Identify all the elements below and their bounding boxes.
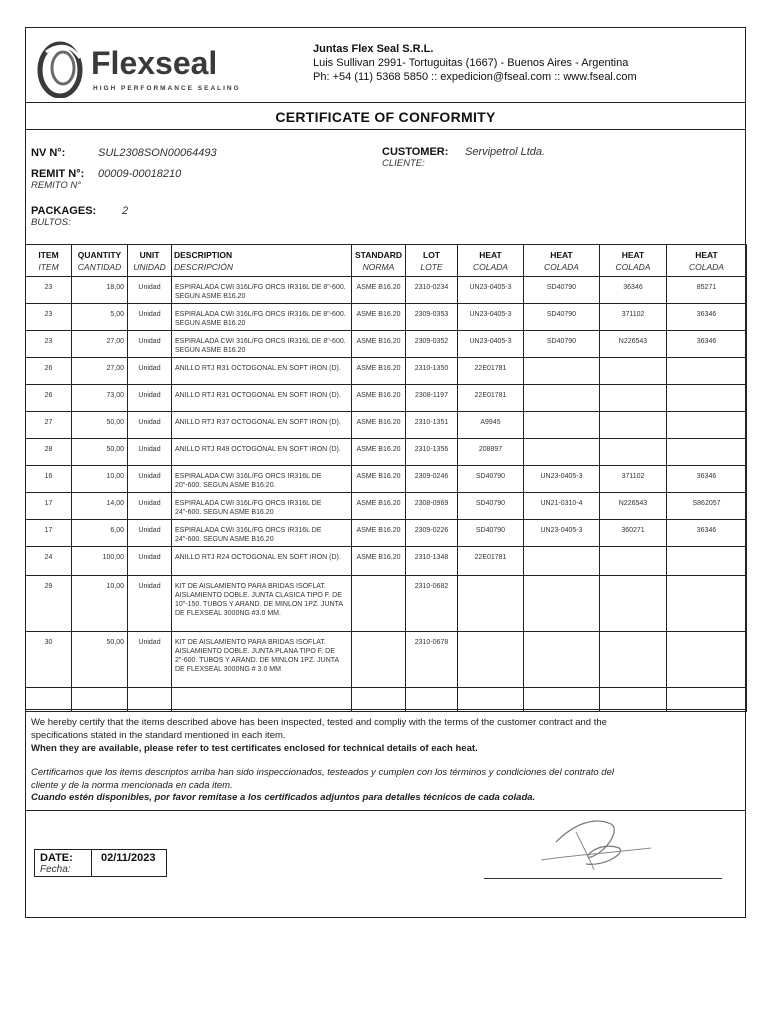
col-header-sublabel: DESCRIPCIÓN <box>174 261 234 272</box>
col-header-sublabel: COLADA <box>689 261 724 272</box>
cell-item: 16 <box>26 466 72 493</box>
col-header-sublabel: COLADA <box>473 261 508 272</box>
cell-unit: Unidad <box>128 466 172 493</box>
cell-quantity: 50,00 <box>72 412 128 439</box>
cell-heat-1 <box>458 576 524 632</box>
cell-description: KIT DE AISLAMIENTO PARA BRIDAS ISOFLAT. AISLAMIENTO DOBLE. JUNTA CLASICA TIPO F. DE 10"-150. TUBOS Y ARAND. DE MINLON 1PZ. JUNTA DE FLEXSEAL 3000NG #3.0 MM. <box>172 576 352 632</box>
cell-empty <box>26 688 72 712</box>
cell-heat-1: 22E01781 <box>458 385 524 412</box>
cell-empty <box>667 688 747 712</box>
remit-field <box>31 168 84 191</box>
remit-value-wrap <box>98 168 181 180</box>
table-bottom-rule <box>25 709 746 710</box>
table-row <box>26 493 747 520</box>
col-header-description <box>172 245 352 277</box>
signature <box>536 812 656 874</box>
cell-standard: ASME B16.20 <box>352 520 406 547</box>
cell-standard: ASME B16.20 <box>352 277 406 304</box>
table-row <box>26 632 747 688</box>
cell-heat-1: A9945 <box>458 412 524 439</box>
cell-quantity: 5,00 <box>72 304 128 331</box>
cell-standard: ASME B16.20 <box>352 304 406 331</box>
col-header-label: LOT <box>423 249 440 260</box>
cell-quantity: 50,00 <box>72 439 128 466</box>
cell-lot: 2309-0352 <box>406 331 458 358</box>
cell-item: 28 <box>26 439 72 466</box>
cell-item: 27 <box>26 412 72 439</box>
cell-description: ESPIRALADA CWI 316L/FG ORCS IR316L DE 20"-600. SEGUN ASME B16.20. <box>172 466 352 493</box>
title-divider <box>25 129 746 130</box>
cell-quantity: 50,00 <box>72 632 128 688</box>
cell-description: ESPIRALADA CWI 316L/FG ORCS IR316L DE 24"-600. SEGUN ASME B16.20 <box>172 520 352 547</box>
cell-heat-1: UN23-0405-3 <box>458 331 524 358</box>
cell-heat-3 <box>600 385 667 412</box>
logo-brand: Flexseal <box>91 45 218 81</box>
cell-heat-2 <box>524 385 600 412</box>
col-header-label: STANDARD <box>354 249 403 260</box>
cell-description: ANILLO RTJ R37 OCTOGONAL EN SOFT IRON (D). <box>172 412 352 439</box>
cell-lot: 2310-1350 <box>406 358 458 385</box>
packages-value-wrap <box>122 205 128 217</box>
cell-heat-4 <box>667 632 747 688</box>
customer-field <box>382 146 448 169</box>
cell-unit: Unidad <box>128 520 172 547</box>
table-row <box>26 277 747 304</box>
table-row <box>26 576 747 632</box>
cell-lot: 2310-1351 <box>406 412 458 439</box>
company-contact: Ph: +54 (11) 5368 5850 :: expedicion@fseal.com :: www.fseal.com <box>313 71 637 83</box>
cert-text-en-3: When they are available, please refer to test certificates enclosed for technical details of each heat. <box>31 743 478 754</box>
cell-quantity: 18,00 <box>72 277 128 304</box>
date-value: 02/11/2023 <box>101 852 156 864</box>
cell-unit: Unidad <box>128 439 172 466</box>
cell-lot: 2310-1356 <box>406 439 458 466</box>
cell-unit: Unidad <box>128 412 172 439</box>
cell-heat-4 <box>667 547 747 576</box>
cell-heat-1: 22E01781 <box>458 547 524 576</box>
col-header-heat-1 <box>458 245 524 277</box>
col-header-sublabel: UNIDAD <box>133 261 166 272</box>
cell-heat-1: SD40790 <box>458 520 524 547</box>
cell-item: 30 <box>26 632 72 688</box>
cell-heat-1 <box>458 632 524 688</box>
cell-lot: 2308-0969 <box>406 493 458 520</box>
col-header-unit <box>128 245 172 277</box>
cell-standard: ASME B16.20 <box>352 466 406 493</box>
cell-standard: ASME B16.20 <box>352 547 406 576</box>
cell-unit: Unidad <box>128 304 172 331</box>
cell-heat-3 <box>600 358 667 385</box>
cell-heat-4 <box>667 358 747 385</box>
cell-item: 23 <box>26 331 72 358</box>
cell-empty <box>72 688 128 712</box>
col-header-sublabel: COLADA <box>544 261 579 272</box>
cell-unit: Unidad <box>128 331 172 358</box>
col-header-label: HEAT <box>550 249 573 260</box>
cell-unit: Unidad <box>128 277 172 304</box>
cell-description: ESPIRALADA CWI 316L/FG ORCS IR316L DE 24"-600. SEGUN ASME B16.20 <box>172 493 352 520</box>
cell-item: 23 <box>26 277 72 304</box>
packages-field <box>31 205 96 228</box>
cell-lot: 2308-1197 <box>406 385 458 412</box>
cell-lot: 2310-0678 <box>406 632 458 688</box>
col-header-label: UNIT <box>139 249 160 260</box>
cell-standard: ASME B16.20 <box>352 358 406 385</box>
cell-unit: Unidad <box>128 547 172 576</box>
cell-heat-4: 36346 <box>667 304 747 331</box>
company-address: Luis Sullivan 2991- Tortuguitas (1667) - Buenos Aires - Argentina <box>313 57 629 69</box>
cell-description: ANILLO RTJ R24 OCTOGONAL EN SOFT IRON (D). <box>172 547 352 576</box>
cell-quantity: 27,00 <box>72 358 128 385</box>
cell-unit: Unidad <box>128 632 172 688</box>
cell-heat-2 <box>524 358 600 385</box>
cell-heat-3 <box>600 547 667 576</box>
cell-heat-3 <box>600 439 667 466</box>
packages-sub-label: BULTOS: <box>31 217 71 228</box>
table-row-empty <box>26 688 747 712</box>
table-row <box>26 439 747 466</box>
cert-bottom-rule <box>25 810 746 811</box>
cell-heat-2: UN23-0405-3 <box>524 520 600 547</box>
cell-heat-2 <box>524 576 600 632</box>
col-header-label: HEAT <box>479 249 502 260</box>
cell-empty <box>458 688 524 712</box>
cell-heat-4 <box>667 576 747 632</box>
col-header-standard <box>352 245 406 277</box>
cell-item: 17 <box>26 493 72 520</box>
cell-empty <box>524 688 600 712</box>
cell-heat-2 <box>524 632 600 688</box>
certificate-title: CERTIFICATE OF CONFORMITY <box>275 109 496 125</box>
cell-heat-4: 36346 <box>667 520 747 547</box>
col-header-sublabel: CANTIDAD <box>77 261 122 272</box>
col-header-label: QUANTITY <box>77 249 122 260</box>
cell-standard: ASME B16.20 <box>352 385 406 412</box>
cell-heat-4 <box>667 412 747 439</box>
col-header-heat-2 <box>524 245 600 277</box>
col-header-item <box>26 245 72 277</box>
packages-value: 2 <box>122 205 129 217</box>
cell-heat-3: 371102 <box>600 466 667 493</box>
cell-item: 26 <box>26 358 72 385</box>
date-label-cell <box>35 850 92 876</box>
cell-heat-1: UN23-0405-3 <box>458 304 524 331</box>
cell-item: 26 <box>26 385 72 412</box>
cell-standard: ASME B16.20 <box>352 493 406 520</box>
col-header-heat-3 <box>600 245 667 277</box>
cell-standard: ASME B16.20 <box>352 331 406 358</box>
cell-unit: Unidad <box>128 358 172 385</box>
logo-tagline: HIGH PERFORMANCE SEALING <box>93 85 241 92</box>
customer-sub-label: CLIENTE: <box>382 158 425 169</box>
cell-heat-2: UN21-0310-4 <box>524 493 600 520</box>
cell-lot: 2309-0226 <box>406 520 458 547</box>
cell-heat-3: N226543 <box>600 493 667 520</box>
table-row <box>26 520 747 547</box>
cell-standard: ASME B16.20 <box>352 412 406 439</box>
cell-description: ESPIRALADA CWI 316L/FG ORCS IR316L DE 8"-600. SEGUN ASME B16.20 <box>172 277 352 304</box>
cell-empty <box>128 688 172 712</box>
cell-item: 29 <box>26 576 72 632</box>
cell-heat-3 <box>600 576 667 632</box>
items-table <box>25 244 747 712</box>
col-header-heat-4 <box>667 245 747 277</box>
table-row <box>26 358 747 385</box>
table-row <box>26 412 747 439</box>
cell-empty <box>406 688 458 712</box>
signature-line <box>484 878 722 879</box>
table-row <box>26 385 747 412</box>
customer-label: CUSTOMER: <box>382 146 449 158</box>
cell-standard <box>352 576 406 632</box>
cell-lot: 2309-0246 <box>406 466 458 493</box>
cell-heat-4 <box>667 439 747 466</box>
cell-heat-2: UN23-0405-3 <box>524 466 600 493</box>
cell-item: 17 <box>26 520 72 547</box>
nv-field <box>31 147 65 159</box>
cell-quantity: 6,00 <box>72 520 128 547</box>
cell-quantity: 10,00 <box>72 576 128 632</box>
cell-standard: ASME B16.20 <box>352 439 406 466</box>
table-header-row <box>26 245 747 277</box>
cell-heat-1: SD40790 <box>458 466 524 493</box>
col-header-sublabel: NORMA <box>362 261 395 272</box>
packages-label: PACKAGES: <box>31 205 97 217</box>
cell-heat-4: 36346 <box>667 331 747 358</box>
nv-label: NV N°: <box>31 147 66 159</box>
flexseal-logo <box>36 38 256 98</box>
nv-value-wrap <box>98 147 217 159</box>
cell-heat-2 <box>524 412 600 439</box>
table-row <box>26 331 747 358</box>
cell-empty <box>600 688 667 712</box>
table-row <box>26 547 747 576</box>
cell-empty <box>352 688 406 712</box>
col-header-label: HEAT <box>695 249 718 260</box>
cell-description: ANILLO RTJ R31 OCTOGONAL EN SOFT IRON (D). <box>172 358 352 385</box>
col-header-quantity <box>72 245 128 277</box>
cell-description: ESPIRALADA CWI 316L/FG ORCS IR316L DE 8"-600. SEGUN ASME B16.20 <box>172 331 352 358</box>
cell-heat-3 <box>600 632 667 688</box>
cell-unit: Unidad <box>128 385 172 412</box>
cell-description: ESPIRALADA CWI 316L/FG ORCS IR316L DE 8"-600. SEGUN ASME B16.20 <box>172 304 352 331</box>
cell-quantity: 14,00 <box>72 493 128 520</box>
cell-description: ANILLO RTJ R49 OCTOGONAL EN SOFT IRON (D). <box>172 439 352 466</box>
cell-unit: Unidad <box>128 493 172 520</box>
col-header-sublabel: LOTE <box>420 261 443 272</box>
cell-standard <box>352 632 406 688</box>
col-header-sublabel: COLADA <box>615 261 651 272</box>
col-header-label: ITEM <box>38 249 59 260</box>
company-name: Juntas Flex Seal S.R.L. <box>313 43 434 55</box>
cell-lot: 2310-0234 <box>406 277 458 304</box>
table-row <box>26 304 747 331</box>
cell-heat-1: 22E01781 <box>458 358 524 385</box>
table-row <box>26 466 747 493</box>
cell-lot: 2309-0353 <box>406 304 458 331</box>
cell-heat-2: SD40790 <box>524 304 600 331</box>
cell-unit: Unidad <box>128 576 172 632</box>
cert-text-en-2: specifications stated in the standard mentioned in each item. <box>31 730 286 741</box>
cell-quantity: 27,00 <box>72 331 128 358</box>
cell-description: ANILLO RTJ R31 OCTOGONAL EN SOFT IRON (D). <box>172 385 352 412</box>
cell-heat-3: 36346 <box>600 277 667 304</box>
col-header-label: DESCRIPTION <box>174 249 233 260</box>
remit-label: REMIT N°: <box>31 168 85 180</box>
remit-value: 00009-00018210 <box>98 168 182 180</box>
cell-description: KIT DE AISLAMIENTO PARA BRIDAS ISOFLAT. AISLAMIENTO DOBLE. JUNTA PLANA TIPO F. DE 2"-600. TUBOS Y ARAND. DE MINLON 1PZ. JUNTA DE FLEXSEAL 3000NG # 3.0 MM <box>172 632 352 688</box>
cell-item: 23 <box>26 304 72 331</box>
col-header-lot <box>406 245 458 277</box>
nv-value: SUL2308SON00064493 <box>98 147 217 159</box>
remit-sub-label: REMITO N° <box>31 180 82 191</box>
customer-value: Servipetrol Ltda. <box>465 146 546 158</box>
col-header-sublabel: ITEM <box>38 261 59 272</box>
cell-item: 24 <box>26 547 72 576</box>
cert-text-es-2: cliente y de la norma mencionada en cada item. <box>31 780 233 791</box>
cert-text-es-3: Cuando estén disponibles, por favor remítase a los certificados adjuntos para detalles técnicos de cada colada. <box>31 792 536 803</box>
cell-heat-1: SD40790 <box>458 493 524 520</box>
customer-value-wrap <box>465 146 545 158</box>
cell-lot: 2310-1348 <box>406 547 458 576</box>
cell-heat-4: S862057 <box>667 493 747 520</box>
header <box>26 28 745 103</box>
cell-heat-3: 371102 <box>600 304 667 331</box>
cert-text-en-1: We hereby certify that the items described above has been inspected, tested and compliy with the terms of the customer contract and the <box>31 717 607 728</box>
cell-heat-4: 85271 <box>667 277 747 304</box>
cell-heat-3: N226543 <box>600 331 667 358</box>
cell-lot: 2310-0682 <box>406 576 458 632</box>
cell-heat-2 <box>524 547 600 576</box>
cell-heat-3: 360271 <box>600 520 667 547</box>
col-header-label: HEAT <box>621 249 645 260</box>
cell-quantity: 10,00 <box>72 466 128 493</box>
cell-heat-2: SD40790 <box>524 331 600 358</box>
flexseal-logo-icon <box>40 44 80 96</box>
date-box <box>34 849 167 877</box>
cell-heat-2 <box>524 439 600 466</box>
cell-quantity: 100,00 <box>72 547 128 576</box>
cell-heat-4: 36346 <box>667 466 747 493</box>
cell-empty <box>172 688 352 712</box>
date-label: DATE: <box>40 852 73 864</box>
date-sub-label: Fecha: <box>40 864 71 875</box>
cell-quantity: 73,00 <box>72 385 128 412</box>
cell-heat-1: 208897 <box>458 439 524 466</box>
cert-text-es-1: Certificamos que los items descriptos arriba han sido inspeccionados, testeados y cumplen con los términos y condiciones del contrato del <box>31 767 614 778</box>
cell-heat-2: SD40790 <box>524 277 600 304</box>
company-info <box>313 42 637 84</box>
cell-heat-4 <box>667 385 747 412</box>
cell-heat-3 <box>600 412 667 439</box>
cell-heat-1: UN23-0405-3 <box>458 277 524 304</box>
